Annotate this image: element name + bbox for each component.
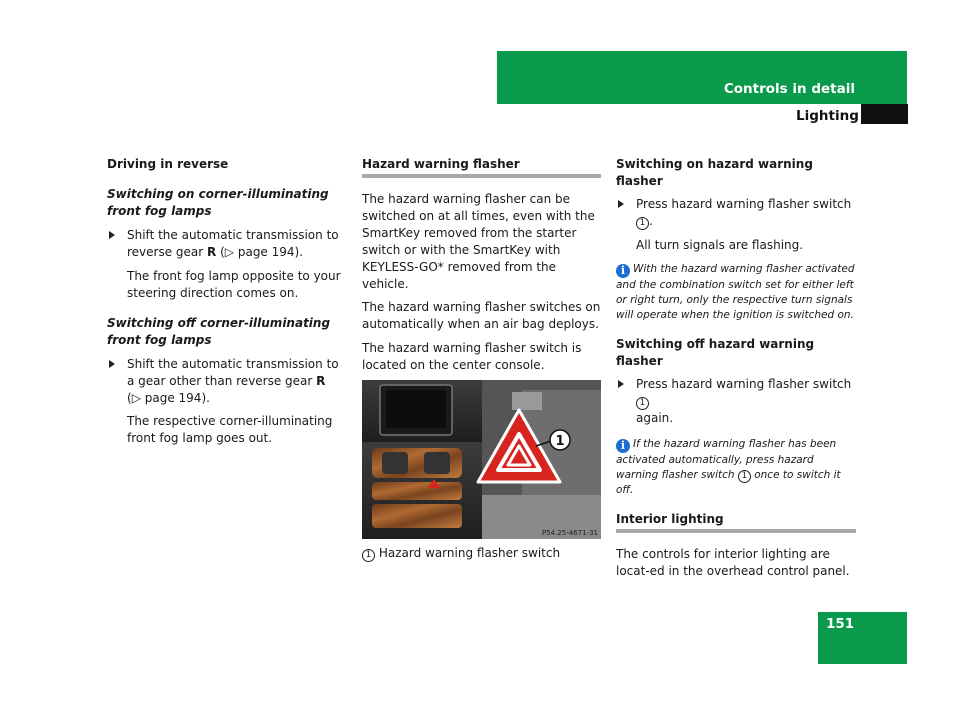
para-hazard-3: The hazard warning flasher switch is located on the center console. — [362, 341, 582, 372]
bullet-arrow-icon — [618, 380, 624, 388]
step-press-switch-off: Press hazard warning flasher switch 1 again. — [616, 376, 856, 427]
center-console-photo — [362, 380, 601, 539]
heading-driving-in-reverse: Driving in reverse — [107, 157, 229, 171]
heading-interior-lighting: Interior lighting — [616, 511, 856, 533]
info-note-2: i If the hazard warning flasher has been activated automatically, press hazard warning flasher switch 1 once to switch it off. — [616, 438, 841, 496]
page-ref[interactable]: page 194). — [237, 245, 304, 259]
callout-number: 1 — [362, 549, 375, 562]
callout-number: 1 — [738, 470, 751, 483]
info-icon: i — [616, 264, 630, 278]
bullet-arrow-icon — [109, 360, 115, 368]
photo-callout: 1 — [555, 434, 565, 449]
section-title: Controls in detail — [723, 81, 855, 97]
subsection-title: Lighting — [796, 108, 859, 124]
para-interior-lighting: The controls for interior lighting are locat-ed in the overhead control panel. — [616, 547, 850, 578]
heading-switching-off-hazard: Switching off hazard warning flasher — [616, 337, 815, 368]
callout-number: 1 — [636, 217, 649, 230]
result-switch-off: The respective corner-illuminating front fog lamp goes out. — [127, 414, 333, 445]
column-middle — [362, 156, 601, 562]
subheading-switching-off: Switching off corner-illuminating front fog lamps — [107, 316, 331, 347]
ref-arrow-icon: ▷ — [131, 391, 141, 405]
column-right — [616, 156, 856, 580]
page-ref[interactable]: page 194). — [144, 391, 210, 405]
info-note-1: i With the hazard warning flasher activated and the combination switch set for either left or right turn, only the respective turn signals will operate when the ignition is switched on. — [616, 263, 855, 321]
result-turn-signals: All turn signals are flashing. — [636, 238, 804, 252]
bullet-arrow-icon — [618, 200, 624, 208]
heading-switching-on-hazard: Switching on hazard warning flasher — [616, 157, 813, 188]
heading-hazard-warning-flasher: Hazard warning flasher — [362, 156, 601, 178]
para-hazard-1: The hazard warning flasher can be switched on at all times, even with the SmartKey removed from the starter switch or with the SmartKey with KEYLESS-GO* removed from the vehicle. — [362, 192, 595, 291]
page-number: 151 — [826, 616, 855, 632]
bullet-arrow-icon — [109, 231, 115, 239]
step-press-switch-on: Press hazard warning flasher switch 1 . — [616, 196, 856, 230]
callout-number: 1 — [636, 397, 649, 410]
photo-code: P54.25-4671-31 — [541, 529, 598, 537]
step-switch-on: Shift the automatic transmission to reverse gear R (▷ page 194). — [107, 227, 343, 261]
para-hazard-2: The hazard warning flasher switches on automatically when an air bag deploys. — [362, 300, 601, 331]
info-icon: i — [616, 439, 630, 453]
column-left — [107, 156, 343, 447]
result-switch-on: The front fog lamp opposite to your steering direction comes on. — [127, 269, 341, 300]
step-switch-off: Shift the automatic transmission to a gear other than reverse gear R (▷ page 194). — [107, 356, 343, 407]
subsection-tab — [861, 104, 908, 124]
ref-arrow-icon: ▷ — [224, 245, 235, 259]
photo-caption: 1 Hazard warning flasher switch — [362, 545, 601, 562]
subheading-switching-on: Switching on corner-illuminating front fog lamps — [107, 187, 329, 218]
